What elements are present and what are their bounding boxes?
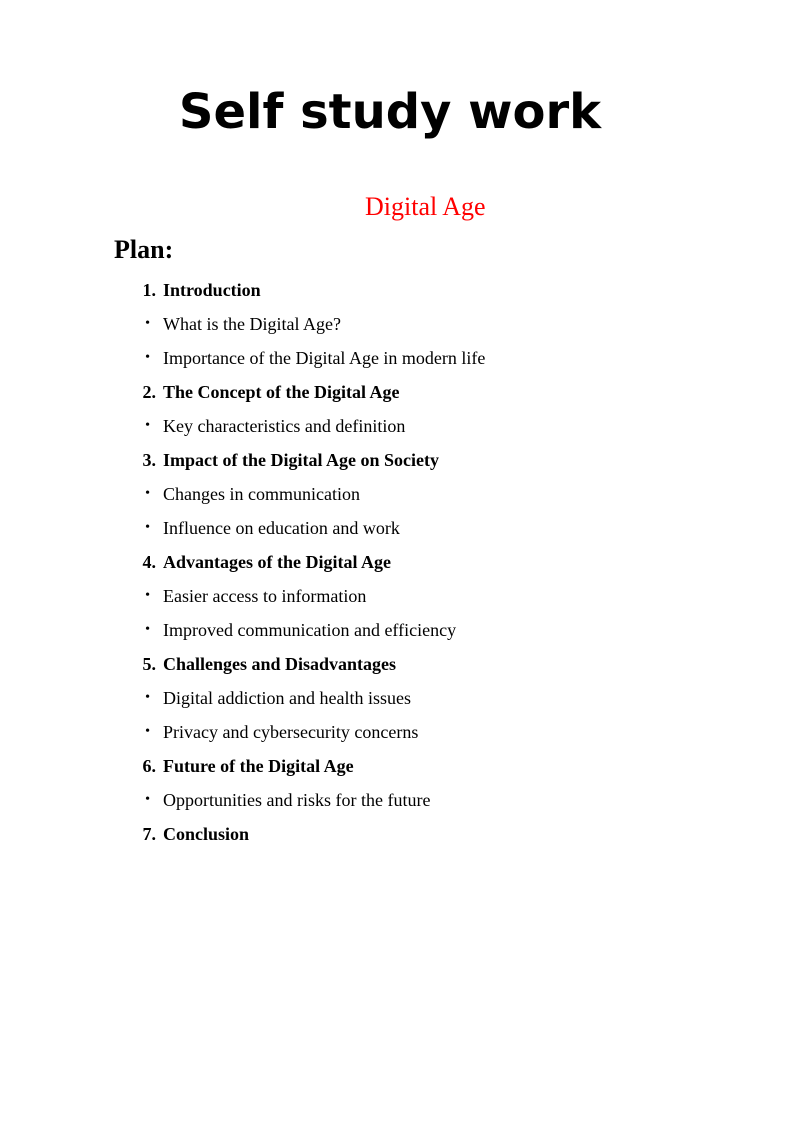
plan-section	[0, 273, 800, 307]
plan-section	[0, 545, 800, 579]
plan-section	[0, 749, 800, 783]
section-number: 5.	[142, 654, 156, 674]
plan-item	[0, 783, 800, 817]
section-number: 1.	[142, 280, 156, 300]
bullet-marker: •	[145, 418, 150, 433]
bullet-marker: •	[145, 350, 150, 365]
bullet-marker: •	[145, 588, 150, 603]
section-title: Future of the Digital Age	[163, 756, 354, 776]
bullet-marker: •	[145, 316, 150, 331]
plan-section	[0, 375, 800, 409]
bullet-marker: •	[145, 690, 150, 705]
item-text: Easier access to information	[163, 586, 367, 606]
bullet-marker: •	[145, 724, 150, 739]
bullet-marker: •	[145, 486, 150, 501]
plan-item	[0, 681, 800, 715]
document-subtitle: Digital Age	[365, 192, 486, 221]
item-text: Key characteristics and definition	[163, 416, 406, 436]
page-title: Self study work	[178, 84, 602, 140]
plan-item	[0, 307, 800, 341]
plan-item	[0, 613, 800, 647]
plan-item	[0, 477, 800, 511]
section-title: Advantages of the Digital Age	[163, 552, 391, 572]
bullet-marker: •	[145, 622, 150, 637]
plan-item	[0, 715, 800, 749]
item-text: Privacy and cybersecurity concerns	[163, 722, 419, 742]
plan-list	[0, 273, 800, 851]
section-number: 6.	[142, 756, 156, 776]
item-text: Changes in communication	[163, 484, 360, 504]
bullet-marker: •	[145, 792, 150, 807]
item-text: What is the Digital Age?	[163, 314, 341, 334]
item-text: Influence on education and work	[163, 518, 400, 538]
plan-item	[0, 409, 800, 443]
plan-item	[0, 341, 800, 375]
item-text: Digital addiction and health issues	[163, 688, 411, 708]
item-text: Improved communication and efficiency	[163, 620, 457, 640]
section-title: Impact of the Digital Age on Society	[163, 450, 439, 470]
section-title: Conclusion	[163, 824, 250, 844]
section-number: 2.	[142, 382, 156, 402]
plan-item	[0, 579, 800, 613]
item-text: Importance of the Digital Age in modern life	[163, 348, 486, 368]
section-number: 4.	[142, 552, 156, 572]
item-text: Opportunities and risks for the future	[163, 790, 431, 810]
plan-item	[0, 511, 800, 545]
section-number: 7.	[142, 824, 156, 844]
plan-section	[0, 443, 800, 477]
bullet-marker: •	[145, 520, 150, 535]
plan-section	[0, 647, 800, 681]
section-title: Introduction	[163, 280, 261, 300]
section-number: 3.	[142, 450, 156, 470]
section-title: The Concept of the Digital Age	[163, 382, 400, 402]
plan-section	[0, 817, 800, 851]
section-title: Challenges and Disadvantages	[163, 654, 397, 674]
plan-heading: Plan:	[114, 235, 174, 264]
